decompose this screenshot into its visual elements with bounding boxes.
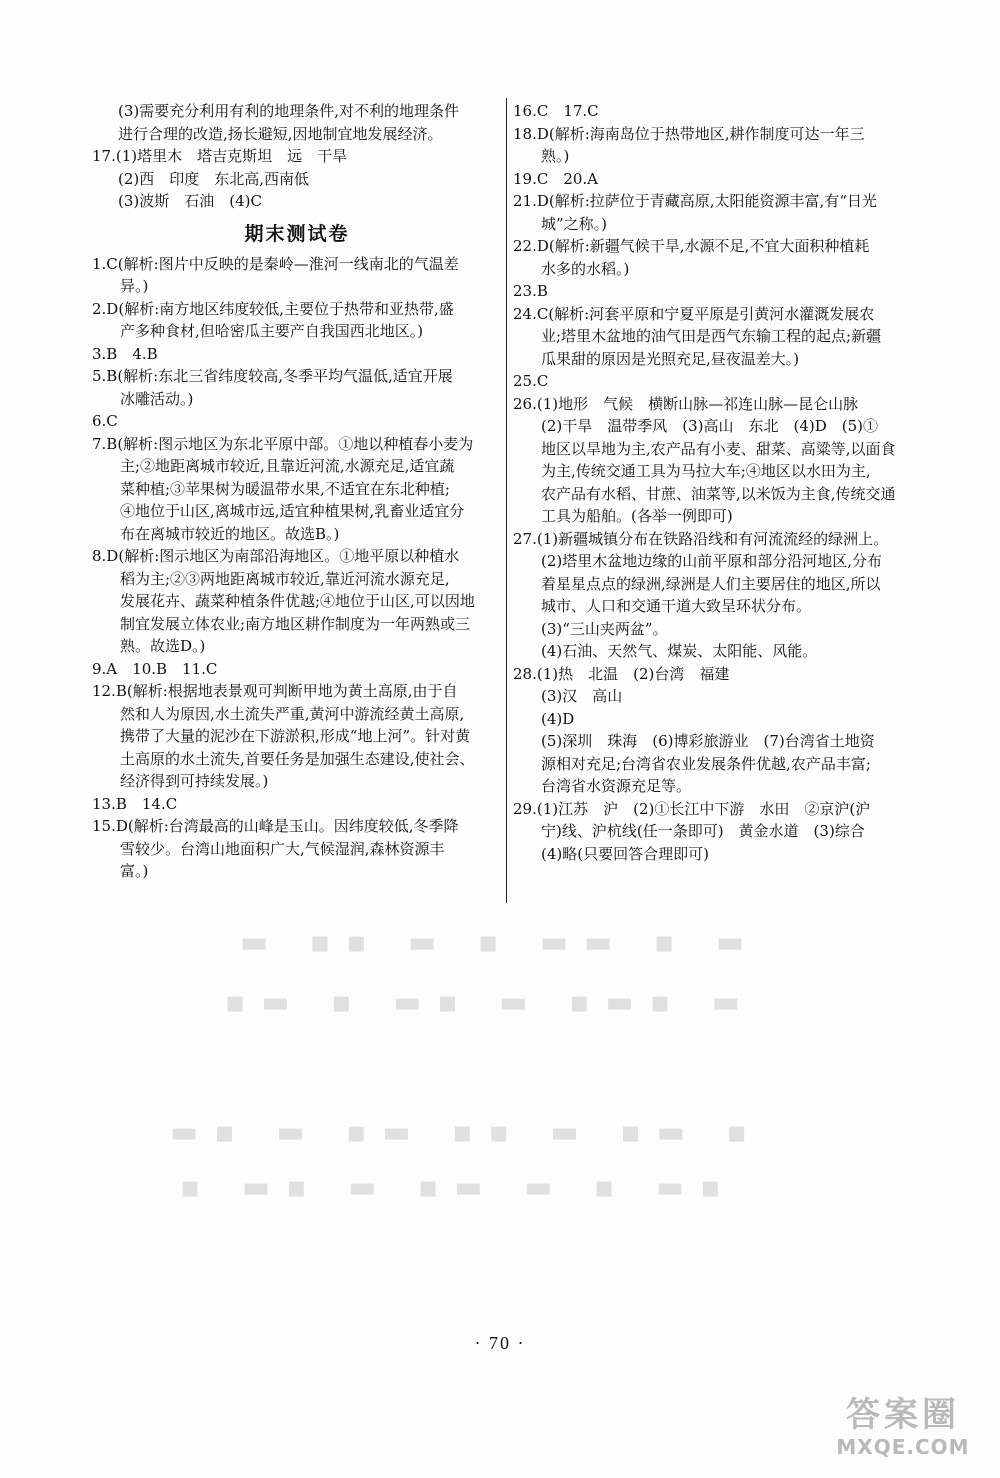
answer-line: 地区以旱地为主,农产品有小麦、甜菜、高粱等,以面食 xyxy=(541,439,896,458)
answer-line: 菜种植;③苹果树为暖温带水果,不适宜在东北种植; xyxy=(120,479,450,498)
answer-line: 21.D(解析:拉萨位于青藏高原,太阳能资源丰富,有“日光 xyxy=(513,192,877,210)
answer-line: 进行合理的改造,扬长避短,因地制宜地发展经济。 xyxy=(118,124,443,143)
answer-line: 27.(1)新疆城镇分布在铁路沿线和有河流流经的绿洲上。 xyxy=(513,529,889,548)
answer-line: 城”之称。) xyxy=(541,214,608,233)
left-column xyxy=(92,100,502,883)
answer-line: 业;塔里木盆地的油气田是西气东输工程的起点;新疆 xyxy=(541,327,882,345)
answer-line: 19.C 20.A xyxy=(513,169,599,188)
answer-line: 5.B(解析:东北三省纬度较高,冬季平均气温低,适宜开展 xyxy=(92,367,453,385)
answers-group-final-exam xyxy=(92,253,502,883)
watermark-url: MXQE.COM xyxy=(836,1435,970,1459)
answer-line: 城市、人口和交通干道大致呈环状分布。 xyxy=(541,597,812,615)
answer-line: 9.A 10.B 11.C xyxy=(92,659,218,678)
answer-line: 土高原的水土流失,首要任务是加强生态建设,使社会、 xyxy=(120,749,475,768)
answer-line: 为主,传统交通工具为马拉大车;④地区以水田为主, xyxy=(541,462,871,480)
answer-line: (5)深圳 珠海 (6)博彩旅游业 (7)台湾省土地资 xyxy=(541,732,875,750)
bleed-through-text: ▬ ▪▪ ▬ ▪ ▬▬ ▪ ▬ xyxy=(240,925,761,960)
answer-line: 雪较少。台湾山地面积广大,气候湿润,森林资源丰 xyxy=(120,839,445,858)
answer-line: 25.C xyxy=(513,372,549,390)
answer-line: (4)略(只要回答合理即可) xyxy=(541,844,709,863)
answer-line: 携带了大量的泥沙在下游淤积,形成“地上河”。针对黄 xyxy=(120,727,471,745)
answer-line: 主;②地距离城市较近,且靠近河流,水源充足,适宜蔬 xyxy=(120,457,455,475)
answer-line: (3)波斯 石油 (4)C xyxy=(118,192,262,210)
answer-line: 然和人为原因,水土流失严重,黄河中游流经黄土高原, xyxy=(120,704,465,723)
answer-line: 布在离城市较近的地区。故选B。) xyxy=(120,524,340,543)
answer-line: (2)西 印度 东北高,西南低 xyxy=(118,169,310,188)
answer-line: (3)汉 高山 xyxy=(541,687,623,705)
answer-line: 3.B 4.B xyxy=(92,344,158,363)
answer-line: 2.D(解析:南方地区纬度较低,主要位于热带和亚热带,盛 xyxy=(92,299,454,318)
answer-line: 台湾省水资源充足等。 xyxy=(541,777,692,795)
answer-line: 制宜发展立体农业;南方地区耕作制度为一年两熟或三 xyxy=(120,614,471,633)
site-watermark xyxy=(828,1394,978,1464)
answer-line: 稻为主;②③两地距离城市较近,靠近河流水源充足, xyxy=(120,569,450,588)
page-number: · 70 · xyxy=(474,1333,526,1353)
answer-line: 17.(1)塔里木 塔吉克斯坦 远 干旱 xyxy=(92,147,348,165)
answer-line: 熟。故选D。) xyxy=(120,637,206,655)
answer-line: 12.B(解析:根据地表景观可判断甲地为黄土高原,由于自 xyxy=(92,682,458,700)
bleed-through-text: ▪▬ ▪ ▬▪ ▬ ▪▬▪ ▬ xyxy=(225,985,757,1020)
answer-line: (4)石油、天然气、煤炭、太阳能、风能。 xyxy=(541,642,818,660)
answer-line: (2)干旱 温带季风 (3)高山 东北 (4)D (5)① xyxy=(541,417,879,435)
answer-line: 产多种食材,但哈密瓜主要产自我国西北地区。) xyxy=(120,322,424,340)
answer-line: 熟。) xyxy=(541,147,570,165)
answer-line: 23.B xyxy=(513,282,548,300)
answers-group-final-exam-continued xyxy=(513,100,923,865)
answer-line: 18.D(解析:海南岛位于热带地区,耕作制度可达一年三 xyxy=(513,124,865,143)
answer-line: 24.C(解析:河套平原和宁夏平原是引黄河水灌溉发展农 xyxy=(513,304,875,323)
answer-line: 着星星点点的绿洲,绿洲是人们主要居住的地区,所以 xyxy=(541,574,881,593)
bleed-through-text: ▪ ▬▪ ▬ ▪▬ ▬ ▪ ▬▪ xyxy=(180,1170,737,1205)
answer-line: 13.B 14.C xyxy=(92,794,178,813)
answer-line: 16.C 17.C xyxy=(513,102,599,120)
answer-line: 工具为船舶。(各举一例即可) xyxy=(541,507,733,525)
answer-line: 1.C(解析:图片中反映的是秦岭—淮河一线南北的气温差 xyxy=(92,254,459,273)
answer-line: 7.B(解析:图示地区为东北平原中部。①地以种植春小麦为 xyxy=(92,434,474,453)
watermark-logo: 答案圈 xyxy=(846,1395,960,1435)
column-divider xyxy=(506,98,507,903)
answer-line: 瓜果甜的原因是光照充足,昼夜温差大。) xyxy=(541,349,800,368)
answers-group-previous xyxy=(92,100,502,213)
answer-line: 异。) xyxy=(120,277,149,295)
answer-line: (3)需要充分利用有利的地理条件,对不利的地理条件 xyxy=(118,102,460,120)
answer-line: 8.D(解析:图示地区为南部沿海地区。①地平原以种植水 xyxy=(92,547,460,565)
answer-line: 22.D(解析:新疆气候干旱,水源不足,不宜大面积种植耗 xyxy=(513,237,870,255)
answer-line: 6.C xyxy=(92,412,118,430)
answer-line: 经济得到可持续发展。) xyxy=(120,772,269,790)
right-column xyxy=(513,100,923,865)
answer-line: (4)D xyxy=(541,709,575,728)
answer-line: 15.D(解析:台湾最高的山峰是玉山。因纬度较低,冬季降 xyxy=(92,817,459,835)
bleed-through-text: ▬▪ ▬ ▪▬ ▪▪ ▬ ▪▬ ▪ xyxy=(170,1115,763,1150)
answer-line: 农产品有水稻、甘蔗、油菜等,以米饭为主食,传统交通 xyxy=(541,484,896,503)
answer-line: ④地位于山区,离城市远,适宜种植果树,乳畜业适宜分 xyxy=(120,502,465,520)
answer-line: 26.(1)地形 气候 横断山脉—祁连山脉—昆仑山脉 xyxy=(513,394,859,413)
answer-line: 冰雕活动。) xyxy=(120,389,194,408)
section-title: 期末测试卷 xyxy=(244,222,350,245)
answer-line: 28.(1)热 北温 (2)台湾 福建 xyxy=(513,664,730,683)
answer-line: 宁)线、沪杭线(任一条即可) 黄金水道 (3)综合 xyxy=(541,822,865,840)
answer-line: 富。) xyxy=(120,862,149,880)
answer-line: 发展花卉、蔬菜种植条件优越;④地位于山区,可以因地 xyxy=(120,592,475,610)
answer-line: 水多的水稻。) xyxy=(541,259,630,278)
answer-line: 29.(1)江苏 沪 (2)①长江中下游 水田 ②京沪(沪 xyxy=(513,799,871,818)
answer-line: (2)塔里木盆地边缘的山前平原和部分沿河地区,分布 xyxy=(541,552,883,570)
answer-line: 源相对充足;台湾省农业发展条件优越,农产品丰富; xyxy=(541,754,871,773)
answer-line: (3)“三山夹两盆”。 xyxy=(541,619,668,638)
